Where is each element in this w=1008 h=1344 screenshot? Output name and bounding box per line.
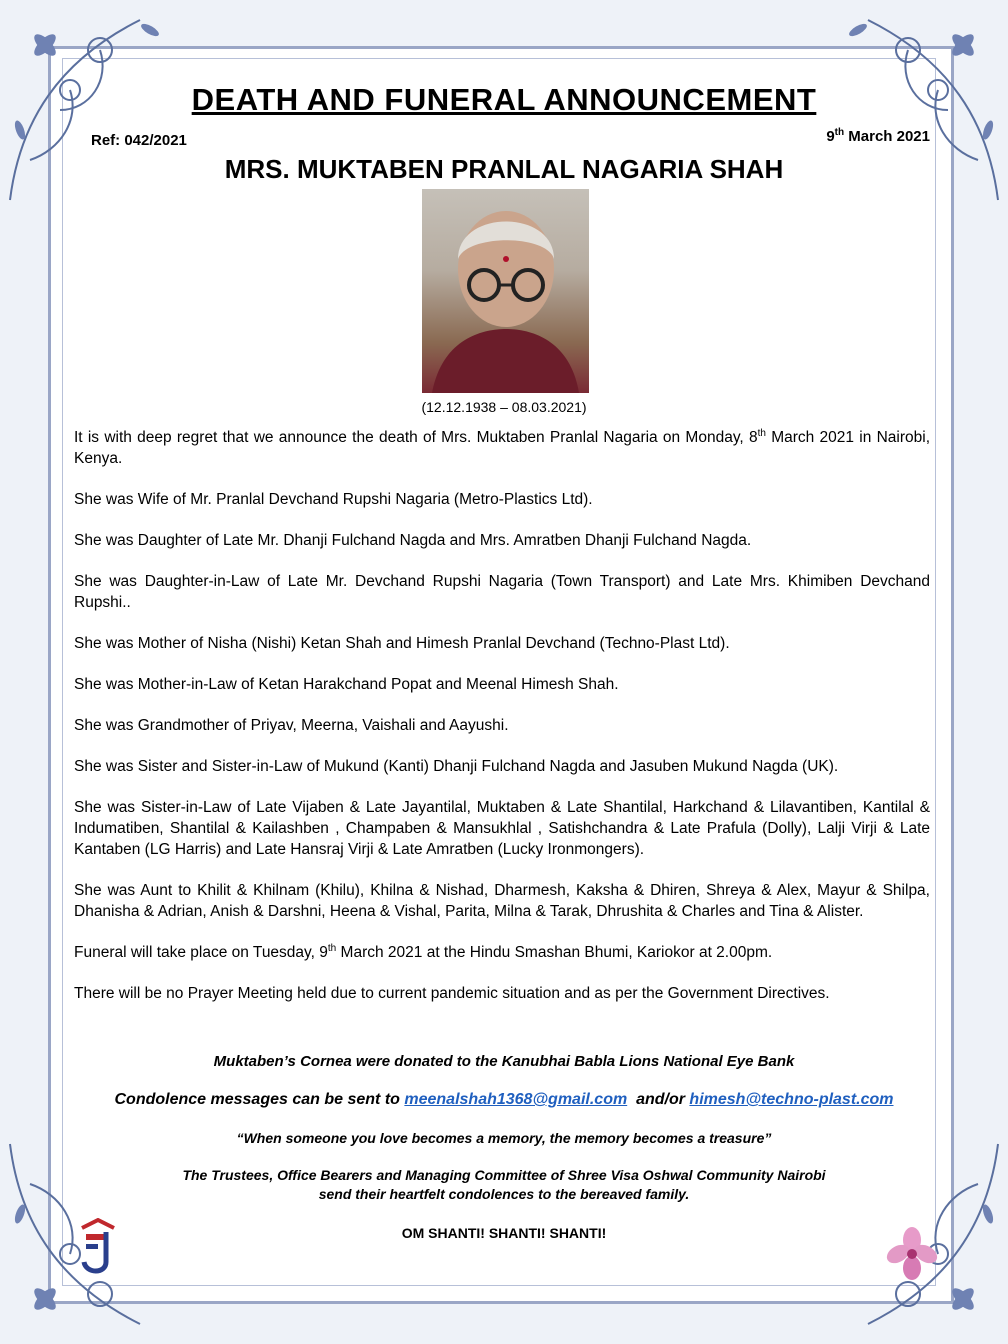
paragraph-daughter: She was Daughter of Late Mr. Dhanji Fulchand Nagda and Mrs. Amratben Dhanji Fulchand Nagda. bbox=[74, 532, 752, 549]
life-dates: (12.12.1938 – 08.03.2021) bbox=[421, 399, 587, 415]
email-link-meenal[interactable]: meenalshah1368@gmail.com bbox=[404, 1091, 628, 1108]
condolence-line: Condolence messages can be sent to meenalshah1368@gmail.com and/or himesh@techno-plast.com bbox=[114, 1091, 894, 1108]
deceased-name: MRS. MUKTABEN PRANLAL NAGARIA SHAH bbox=[224, 154, 784, 184]
page-title: DEATH AND FUNERAL ANNOUNCEMENT bbox=[191, 82, 817, 117]
paragraph-grandmother: She was Grandmother of Priyav, Meerna, Vaishali and Aayushi. bbox=[74, 717, 509, 734]
memorial-quote: “When someone you love becomes a memory, the memory becomes a treasure” bbox=[236, 1130, 772, 1146]
community-logo-icon bbox=[78, 1218, 118, 1278]
paragraph-daughter-in-law: She was Daughter-in-Law of Late Mr. Devchand Rupshi Nagaria (Town Transport) and Late Mrs. Khimiben Devchand Rupshi.. bbox=[74, 573, 930, 611]
paragraph-prayer-meeting: There will be no Prayer Meeting held due to current pandemic situation and as per the Government Directives. bbox=[74, 985, 830, 1002]
portrait-photo bbox=[422, 189, 589, 393]
paragraph-death: It is with deep regret that we announce the death of Mrs. Muktaben Pranlal Nagaria on Monday, 8th March 2021 in Nairobi, Kenya. bbox=[74, 427, 930, 467]
announcement-body bbox=[74, 427, 930, 1024]
paragraph-wife: She was Wife of Mr. Pranlal Devchand Rupshi Nagaria (Metro-Plastics Ltd). bbox=[74, 491, 593, 508]
closing-prayer: OM SHANTI! SHANTI! SHANTI! bbox=[401, 1225, 607, 1241]
portrait-silhouette-icon bbox=[422, 189, 589, 393]
paragraph-mother-in-law: She was Mother-in-Law of Ketan Harakchand Popat and Meenal Himesh Shah. bbox=[74, 676, 619, 693]
trustees-condolence: The Trustees, Office Bearers and Managing Committee of Shree Visa Oshwal Community Nairobi send their heartfelt condolences to the bereaved family. bbox=[182, 1167, 826, 1202]
paragraph-funeral: Funeral will take place on Tuesday, 9th March 2021 at the Hindu Smashan Bhumi, Kariokor at 2.00pm. bbox=[74, 942, 773, 961]
email-link-himesh[interactable]: himesh@techno-plast.com bbox=[689, 1091, 894, 1108]
reference-number: Ref: 042/2021 bbox=[91, 132, 187, 149]
paragraph-mother: She was Mother of Nisha (Nishi) Ketan Shah and Himesh Pranlal Devchand (Techno-Plast Ltd). bbox=[74, 635, 730, 652]
announcement-date: 9th March 2021 bbox=[826, 127, 930, 145]
paragraph-sister: She was Sister and Sister-in-Law of Mukund (Kanti) Dhanji Fulchand Nagda and Jasuben Mukund Nagda (UK). bbox=[74, 758, 839, 775]
paragraph-sister-in-law: She was Sister-in-Law of Late Vijaben & Late Jayantilal, Muktaben & Late Shantilal, Harkchand & Lilavantiben, Kantilal & Indumatiben, Shantilal & Kailashben , Champaben & Mansukhlal , Satishchandra & Late Prafula (Dolly), Lalji Virji & Late Kantaben (LG Harris) and Late Hansraj Virji & Late Amratben (Lucky Ironmongers). bbox=[74, 799, 930, 858]
cornea-donation-note: Muktaben’s Cornea were donated to the Kanubhai Babla Lions National Eye Bank bbox=[213, 1053, 795, 1070]
paragraph-aunt: She was Aunt to Khilit & Khilnam (Khilu), Khilna & Nishad, Dharmesh, Kaksha & Dhiren, Shreya & Alex, Mayur & Shilpa, Dhanisha & Adrian, Anish & Darshni, Heena & Vishal, Parita, Milna & Tarak, Dhrushita & Charles and Tina & Alister. bbox=[74, 882, 930, 920]
orchid-flower-icon bbox=[886, 1226, 938, 1282]
